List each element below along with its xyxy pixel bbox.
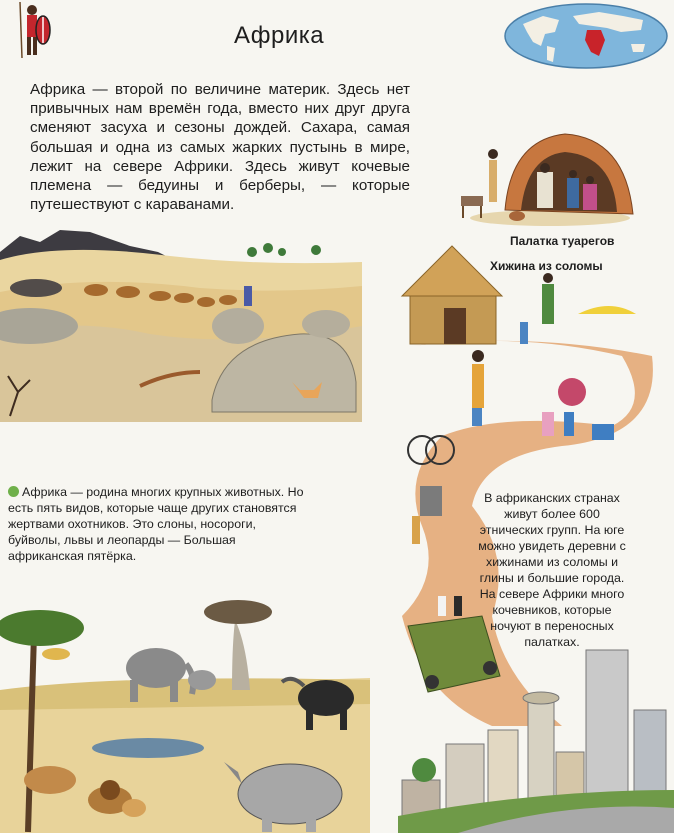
maasai-warrior-illustration bbox=[10, 0, 54, 58]
world-map-globe bbox=[503, 2, 669, 70]
big-five-paragraph bbox=[8, 484, 304, 564]
savanna-animals-illustration bbox=[0, 594, 370, 833]
intro-paragraph: Африка — второй по величине материк. Здесь нет привычных нам времён года, вместо них друг друга сменяют засуха и сезоны дождей. Сахара, самая большая и одна из самых жарких пустынь в мире, лежит на севере Африки. Здесь живут кочевые племена — бедуины и берберы, — которые путешествуют с караванами. bbox=[30, 81, 410, 214]
big-five-text: Африка — родина многих крупных животных. Но есть пять видов, которые чаще других становятся жертвами охотников. Это слоны, носороги, буйволы, львы и леопарды — Большая африканская пятёрка. bbox=[8, 485, 304, 563]
tent-caption: Палатка туарегов bbox=[510, 234, 615, 248]
peoples-paragraph: В африканских странах живут более 600 этнических групп. На юге можно увидеть деревни с хижинами из соломы и глины и большие города. На севере Африки много кочевников, которые ночуют в переносных палатках. bbox=[478, 491, 626, 649]
page-title: Африка bbox=[234, 22, 325, 49]
tuareg-tent-illustration bbox=[455, 120, 635, 228]
green-bullet-icon bbox=[8, 486, 19, 497]
sahara-desert-illustration bbox=[0, 222, 362, 422]
city-skyline-illustration bbox=[398, 640, 674, 833]
hut-caption: Хижина из соломы bbox=[490, 259, 603, 273]
